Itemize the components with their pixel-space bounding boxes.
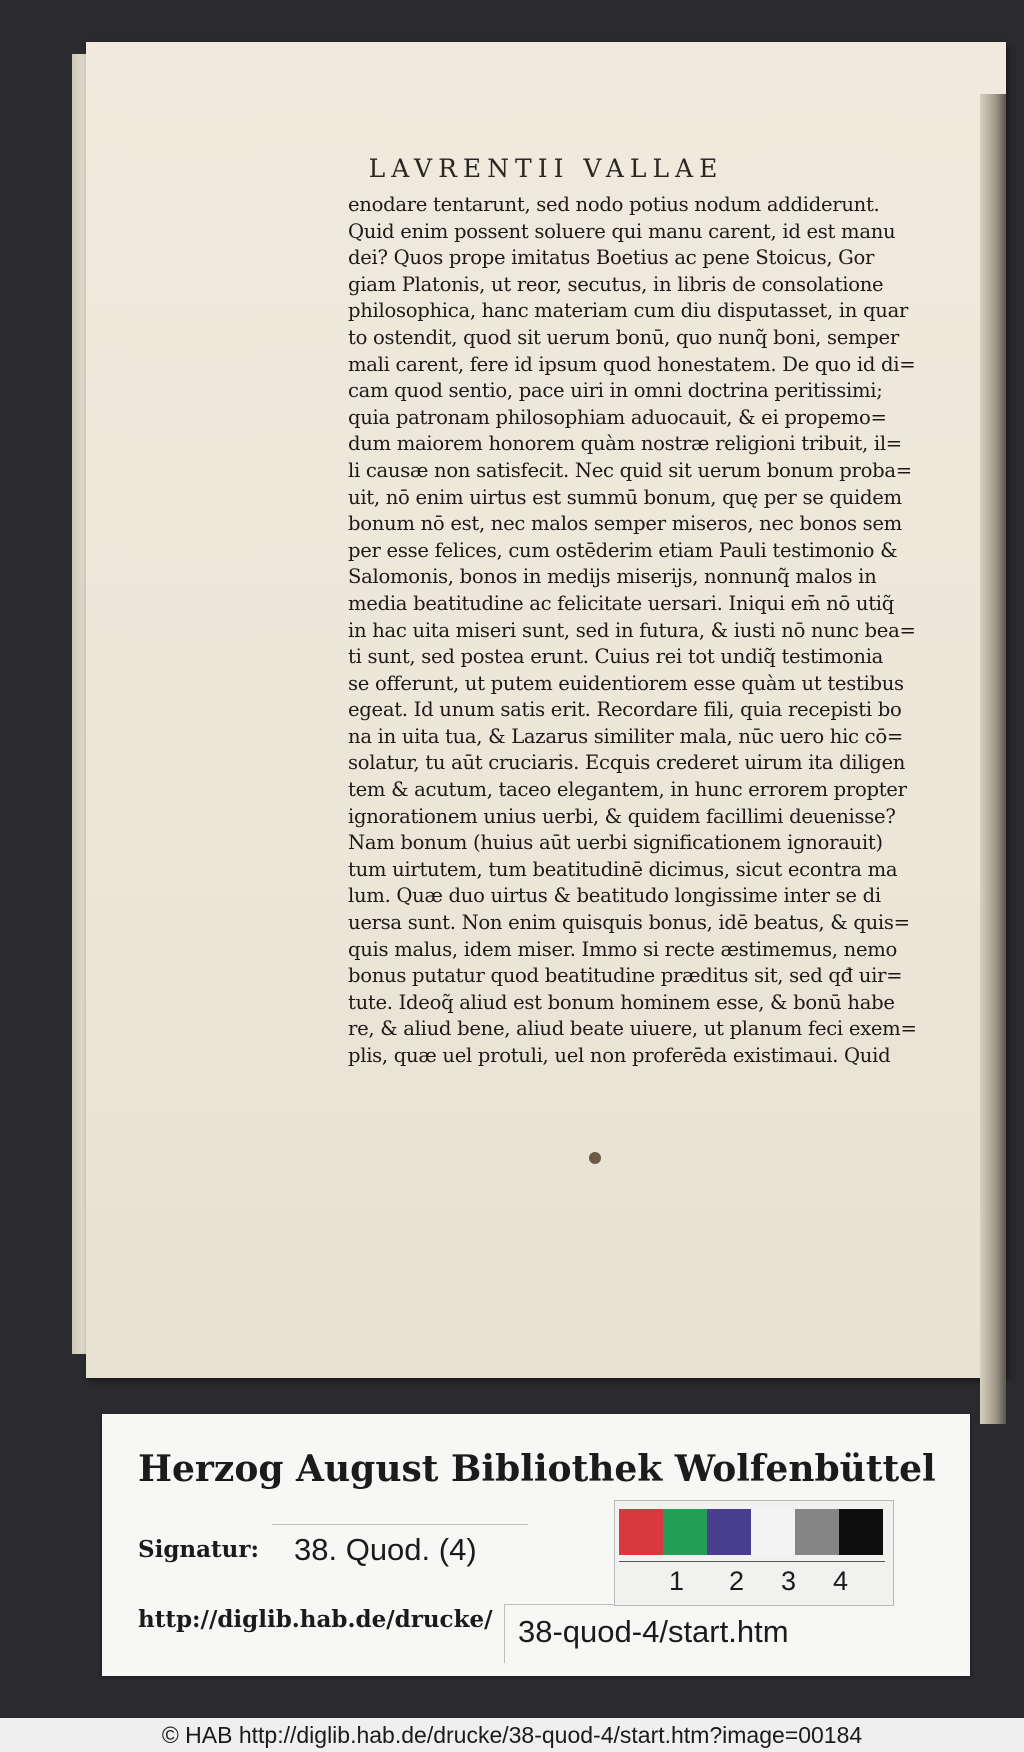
text-line: na in uita tua, & Lazarus similiter mala, nūc uero hic cō= — [348, 724, 903, 748]
text-line: Quid enim possent soluere qui manu carent, id est manu — [348, 219, 896, 243]
text-line: mali carent, fere id ipsum quod honestatem. De quo id di= — [348, 352, 916, 376]
footer-credit: © HAB http://diglib.hab.de/drucke/38-quod-4/start.htm?image=00184 — [0, 1718, 1024, 1752]
text-block — [348, 192, 928, 1070]
text-line: media beatitudine ac felicitate uersari. Iniqui em̄ nō utiq̃ — [348, 591, 894, 615]
text-line: re, & aliud bene, aliud beate uiuere, ut planum feci exem= — [348, 1017, 917, 1041]
text-line: tem & acutum, taceo elegantem, in hunc errorem propter — [348, 778, 907, 802]
ruler-number: 2 — [729, 1566, 745, 1596]
text-line: li causæ non satisfecit. Nec quid sit uerum bonum proba= — [348, 458, 912, 482]
library-label — [102, 1414, 970, 1676]
page-mark-dot — [589, 1152, 601, 1164]
text-line: solatur, tu aūt cruciaris. Ecquis crederet uirum ita diligen — [348, 751, 906, 775]
text-line: bonum nō est, nec malos semper miseros, nec bonos sem — [348, 512, 902, 536]
ruler — [619, 1561, 885, 1602]
swatch-red — [619, 1509, 663, 1555]
book-page — [86, 42, 1006, 1378]
ruler-number: 3 — [781, 1566, 797, 1596]
swatch-gray — [795, 1509, 839, 1555]
text-line: per esse felices, cum ostēderim etiam Pauli testimonio & — [348, 538, 898, 562]
text-line: lum. Quæ duo uirtus & beatitudo longissime inter se di — [348, 884, 881, 908]
swatch-white — [751, 1509, 795, 1555]
text-line: cam quod sentio, pace uiri in omni doctrina peritissimi; — [348, 379, 883, 403]
text-line: quis malus, idem miser. Immo si recte æstimemus, nemo — [348, 937, 898, 961]
running-head: LAVRENTII VALLAE — [368, 154, 724, 183]
signatur-label: Signatur: — [138, 1536, 260, 1563]
text-line: quia patronam philosophiam aduocauit, & ei propemo= — [348, 405, 887, 429]
text-line: philosophica, hanc materiam cum diu disputasset, in quar — [348, 299, 909, 323]
text-line: tum uirtutem, tum beatitudinē dicimus, sicut econtra ma — [348, 857, 898, 881]
swatch-blue — [707, 1509, 751, 1555]
text-line: ti sunt, sed postea erunt. Cuius rei tot undiq̃ testimonia — [348, 645, 884, 669]
text-line: in hac uita miseri sunt, sed in futura, & iusti nō nunc bea= — [348, 618, 916, 642]
text-line: dei? Quos prope imitatus Boetius ac pene Stoicus, Gor — [348, 246, 875, 270]
swatch-black — [839, 1509, 883, 1555]
text-line: dum maiorem honorem quàm nostræ religioni tribuit, il= — [348, 432, 902, 456]
text-line: plis, quæ uel protuli, uel non proferēda existimaui. Quid — [348, 1044, 891, 1067]
signatur-value: 38. Quod. (4) — [294, 1532, 477, 1567]
text-line: giam Platonis, ut reor, secutus, in libris de consolatione — [348, 272, 884, 296]
text-line: to ostendit, quod sit uerum bonū, quo nunq̃ boni, semper — [348, 325, 899, 349]
text-line: Salomonis, bonos in medijs miserijs, nonnunq̃ malos in — [348, 565, 877, 589]
text-line: enodare tentarunt, sed nodo potius nodum addiderunt. — [348, 193, 880, 216]
library-name: Herzog August Bibliothek Wolfenbüttel — [138, 1448, 936, 1490]
text-line: uersa sunt. Non enim quisquis bonus, idē beatus, & quis= — [348, 911, 910, 935]
color-calibration-strip — [614, 1500, 894, 1606]
text-line: Nam bonum (huius aūt uerbi significationem ignorauit) — [348, 831, 883, 855]
text-line: bonus putatur quod beatitudine præditus sit, sed qđ uir= — [348, 964, 903, 988]
ruler-number: 4 — [833, 1566, 849, 1596]
text-line: uit, nō enim uirtus est summū bonum, quę per se quidem — [348, 485, 902, 509]
url-suffix: 38-quod-4/start.htm — [518, 1614, 789, 1649]
swatch-green — [663, 1509, 707, 1555]
adjacent-page-edge — [980, 94, 1006, 1424]
url-prefix: http://diglib.hab.de/drucke/ — [138, 1606, 493, 1633]
text-line: ignorationem unius uerbi, & quidem facillimi deuenisse? — [348, 804, 896, 828]
text-line: se offerunt, ut putem euidentiorem esse quàm ut testibus — [348, 671, 904, 695]
ruler-number: 1 — [669, 1566, 685, 1596]
text-line: tute. Ideoq̃ aliud est bonum hominem esse, & bonū habe — [348, 990, 895, 1014]
text-line: egeat. Id unum satis erit. Recordare fili, quia recepisti bo — [348, 698, 902, 722]
